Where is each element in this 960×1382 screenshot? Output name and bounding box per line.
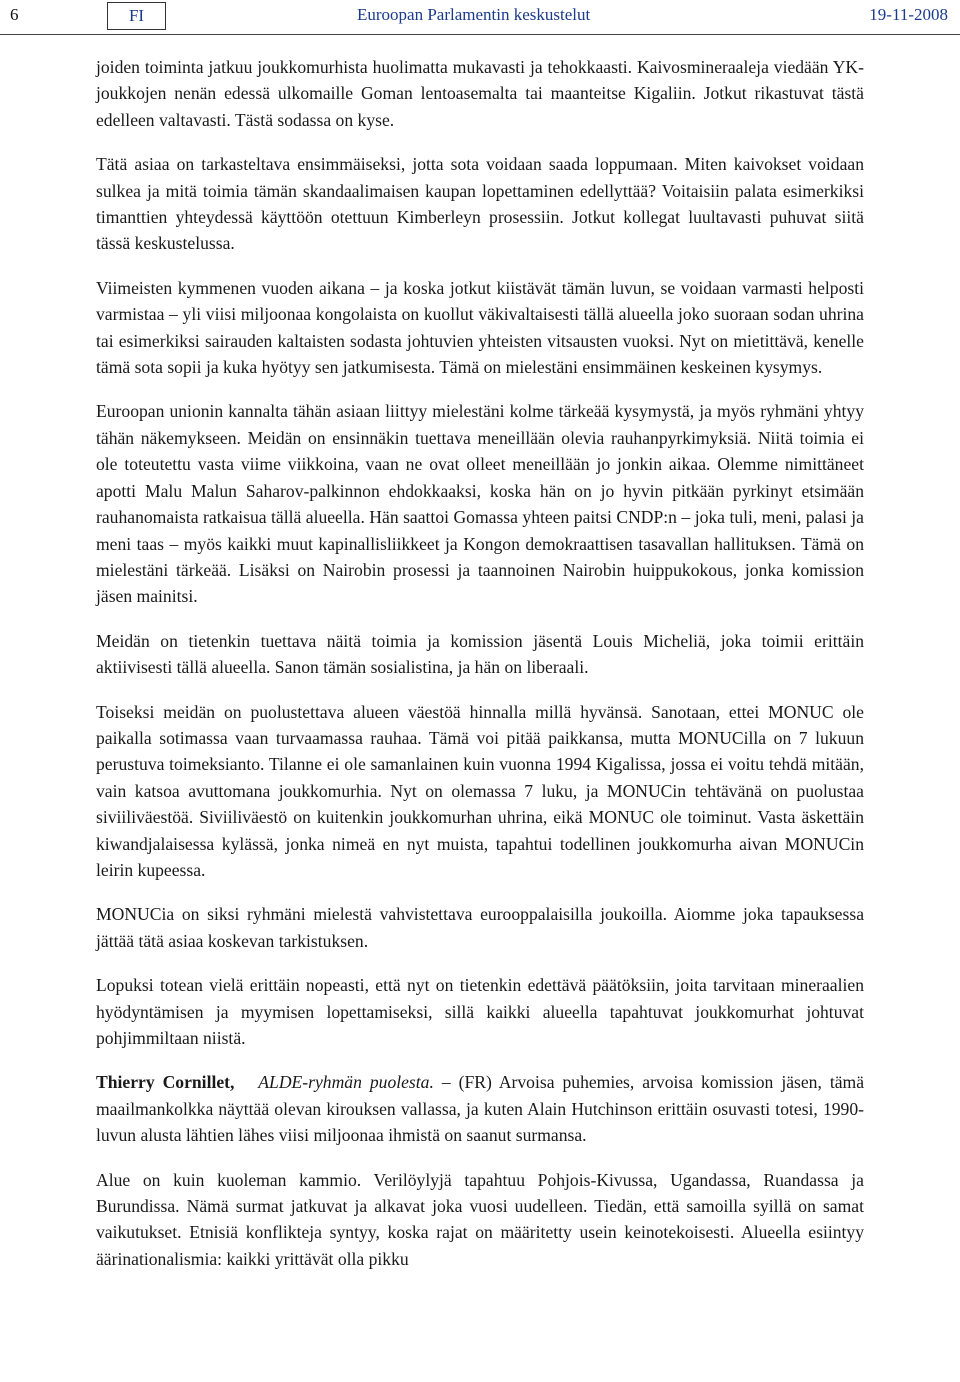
speech-text: – (FR) Arvoisa puhemies, arvoisa komission jäsen, tämä maailmankolkka näyttää olevan kirouksen vallassa, ja kuten Alain Hutchinson erittäin osuvasti totesi, 1990-luvun alusta lähtien lähes viisi miljoonaa ihmistä on saanut surmansa. <box>96 1072 865 1146</box>
page-header <box>0 0 960 35</box>
session-date: 19-11-2008 <box>869 5 948 24</box>
publication-title: Euroopan Parlamentin keskustelut <box>357 5 591 24</box>
speaker-affiliation: ALDE-ryhmän puolesta. <box>258 1072 434 1093</box>
paragraph: Meidän on tietenkin tuettava näitä toimia ja komission jäsentä Louis Micheliä, joka toimii erittäin aktiivisesti tällä alueella. Sanon tämän sosialistina, ja hän on liberaali. <box>96 630 864 678</box>
paragraph: Viimeisten kymmenen vuoden aikana – ja koska jotkut kiistävät tämän luvun, se voidaan varmasti helposti varmistaa – yli viisi miljoonaa kongolaista on kuollut väkivaltaisesti tällä alueella joko suoraan sodan uhrina tai esimerkiksi sairauden kaltaisten sodasta johtuvien yhteisten vitsausten vuoksi. Nyt on mietittävä, kenelle tämä sota sopii ja kuka hyötyy sen jatkumisesta. Tämä on mielestäni ensimmäinen keskeinen kysymys. <box>96 277 864 378</box>
speech-paragraph <box>96 1069 864 1148</box>
paragraph: Lopuksi totean vielä erittäin nopeasti, että nyt on tietenkin edettävä päätöksiin, joita tarvitaan mineraalien hyödyntämisen ja myymisen lopettamiseksi, sillä kaikki alueella tapahtuvat joukkomurhat johtuvat pohjimmiltaan niistä. <box>96 975 864 1048</box>
language-code-box: FI <box>107 2 166 30</box>
document-body <box>96 54 864 1290</box>
paragraph: Euroopan unionin kannalta tähän asiaan liittyy mielestäni kolme tärkeää kysymystä, ja myös ryhmäni yhtyy tähän näkemykseen. Meidän on ensinnäkin tuettava meneillään olevia rauhanpyrkimyksiä. Niitä toimia ei ole toteutettu vasta viime viikkoina, vaan ne ovat olleet meneillään jo jonkin aikaa. Olemme nimittäneet apotti Malu Malun Saharov-palkinnon ehdokkaaksi, koska hän on jo hyvin pitkään pyrkinyt etsimään rauhanomaista ratkaisua tällä alueella. Hän saattoi Gomassa yhteen paitsi CNDP:n – joka tuli, meni, palasi ja meni taas – myös kaikki muut kapinallisliikkeet ja Kongon demokraattisen tasavallan hallituksen. Tämä on mielestäni tärkeää. Lisäksi on Nairobin prosessi ja taannoinen Nairobin huippukokous, jonka komission jäsen mainitsi. <box>96 401 864 607</box>
speaker-name: Thierry Cornillet, <box>96 1072 235 1093</box>
paragraph: Alue on kuin kuoleman kammio. Verilöylyjä tapahtuu Pohjois-Kivussa, Ugandassa, Ruandassa ja Burundissa. Nämä surmat jatkuvat ja alkavat joka vuosi uudelleen. Tiedän, että samoilla syillä on samat vaikutukset. Etnisiä konflikteja syntyy, koska rajat on määritetty usein keinotekoisesti. Alueella esiintyy äärinationalismia: kaikki yrittävät olla pikku <box>96 1169 864 1269</box>
paragraph: Toiseksi meidän on puolustettava alueen väestöä hinnalla millä hyvänsä. Sanotaan, ettei MONUC ole paikalla sotimassa vaan turvaamassa rauhaa. Tämä voi pitää paikkansa, mutta MONUCilla on 7 lukuun perustuva toimeksianto. Tilanne ei ole samanlainen kuin vuonna 1994 Kigalissa, jossa ei voitu tehdä mitään, vain katsoa avuttomana joukkomurhia. Nyt on olemassa 7 luku, ja MONUCin tehtävänä on puolustaa siviiliväestöä. Siviiliväestö on kuitenkin joukkomurhan uhrina, eikä MONUC ole toiminut. Vasta äskettäin kiwandjalaisessa kylässä, jonka nimeä en nyt muista, tapahtui todellinen joukkomurha aivan MONUCin leirin kupeessa. <box>96 701 864 880</box>
page-number: 6 <box>10 5 19 24</box>
paragraph: joiden toiminta jatkuu joukkomurhista huolimatta mukavasti ja tehokkaasti. Kaivosmineraaleja viedään YK-joukkojen nenän edessä ulkomaille Goman lentoasemalta tai maanteitse Kigaliin. Jotkut rikastuvat tästä edelleen valtavasti. Tästä sodassa on kyse. <box>96 57 864 130</box>
paragraph: Tätä asiaa on tarkasteltava ensimmäiseksi, jotta sota voidaan saada loppumaan. Miten kaivokset voidaan sulkea ja mitä toimia tämän skandaalimaisen kaupan lopettaminen edellyttää? Voitaisiin palata esimerkiksi timanttien yhteydessä käyttöön otettuun Kimberleyn prosessiin. Jotkut kollegat luultavasti puhuvat siitä tässä keskustelussa. <box>96 154 864 254</box>
paragraph: MONUCia on siksi ryhmäni mielestä vahvistettava eurooppalaisilla joukoilla. Aiomme joka tapauksessa jättää tätä asiaa koskevan tarkistuksen. <box>96 904 864 951</box>
